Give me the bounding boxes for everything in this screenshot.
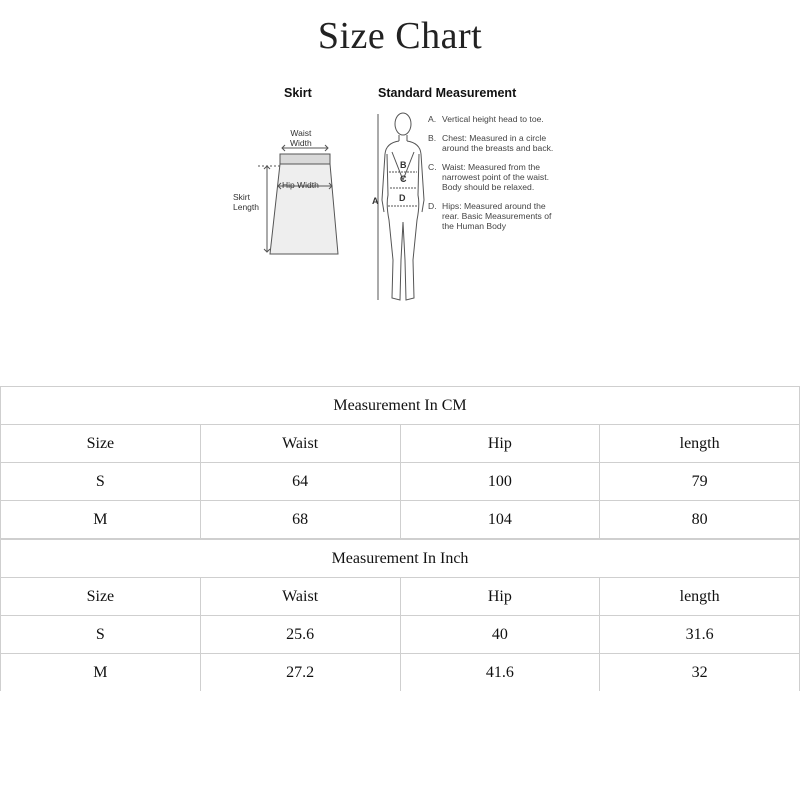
cell-size: S (1, 463, 201, 501)
table-row (1, 616, 800, 654)
cell-waist: 64 (200, 463, 400, 501)
header-hip: Hip (400, 578, 600, 616)
cell-hip: 100 (400, 463, 600, 501)
cell-hip: 41.6 (400, 654, 600, 692)
table-row (1, 463, 800, 501)
body-letter-b: B (400, 160, 407, 170)
body-illustration (370, 110, 430, 305)
cell-length: 31.6 (600, 616, 800, 654)
cell-size: M (1, 501, 201, 539)
waist-width-label: Waist Width (290, 128, 312, 148)
hip-width-label: Hip Width (282, 180, 319, 190)
body-letter-c: C (400, 174, 407, 184)
cm-caption: Measurement In CM (1, 387, 800, 425)
inch-caption: Measurement In Inch (1, 540, 800, 578)
header-hip: Hip (400, 425, 600, 463)
inch-table (0, 539, 800, 691)
cm-table (0, 386, 800, 539)
header-size: Size (1, 425, 201, 463)
measurement-diagram (220, 76, 554, 316)
skirt-heading: Skirt (284, 86, 312, 100)
cell-length: 80 (600, 501, 800, 539)
header-length: length (600, 578, 800, 616)
table-row (1, 501, 800, 539)
body-letter-d: D (399, 193, 406, 203)
table-caption-row (1, 387, 800, 425)
header-size: Size (1, 578, 201, 616)
cell-waist: 68 (200, 501, 400, 539)
cell-hip: 40 (400, 616, 600, 654)
table-row (1, 654, 800, 692)
cell-length: 32 (600, 654, 800, 692)
header-waist: Waist (200, 425, 400, 463)
cell-hip: 104 (400, 501, 600, 539)
standard-measurement-heading: Standard Measurement (378, 86, 517, 100)
header-waist: Waist (200, 578, 400, 616)
header-length: length (600, 425, 800, 463)
note-d: D. Hips: Measured around the rear. Basic Measurements of the Human Body (428, 201, 552, 231)
table-caption-row (1, 540, 800, 578)
cell-waist: 25.6 (200, 616, 400, 654)
note-b: B. Chest: Measured in a circle around the breasts and back. (428, 133, 554, 153)
note-a: A. Vertical height head to toe. (428, 114, 544, 124)
cell-waist: 27.2 (200, 654, 400, 692)
measurement-notes (428, 114, 558, 240)
table-header-row (1, 425, 800, 463)
skirt-length-label: Skirt Length (233, 192, 259, 212)
page-title: Size Chart (317, 15, 483, 57)
cell-length: 79 (600, 463, 800, 501)
note-c: C. Waist: Measured from the narrowest point of the waist. Body should be relaxed. (428, 162, 549, 192)
table-header-row (1, 578, 800, 616)
cell-size: M (1, 654, 201, 692)
body-letter-a: A (372, 196, 379, 206)
cell-size: S (1, 616, 201, 654)
